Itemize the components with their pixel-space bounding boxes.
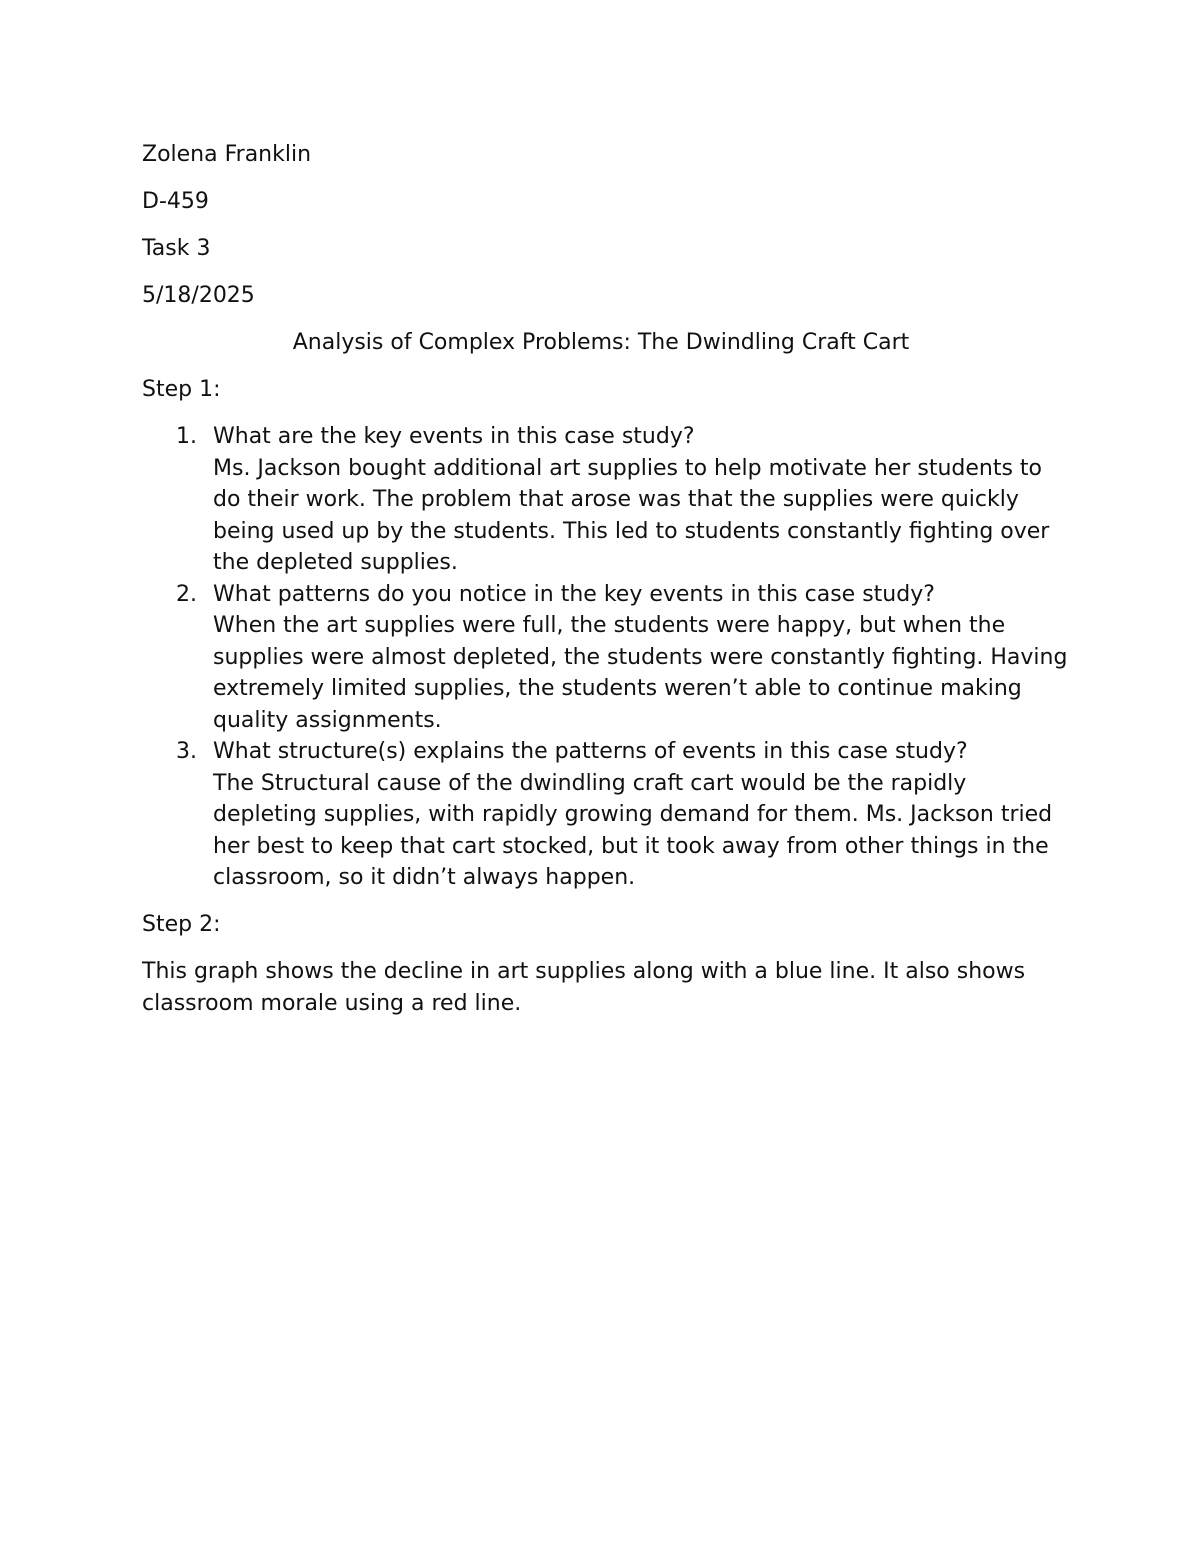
list-item <box>142 579 1072 737</box>
course-code: D-459 <box>142 189 209 214</box>
list-item <box>142 421 1072 579</box>
document-body <box>142 139 1072 1019</box>
question-text: What patterns do you notice in the key events in this case study? <box>213 581 935 607</box>
list-number: 1. <box>176 424 197 449</box>
question-text: What are the key events in this case study? <box>213 424 695 449</box>
question-text: What structure(s) explains the patterns of events in this case study? <box>213 739 968 764</box>
answer-text: Ms. Jackson bought additional art supplies to help motivate her students to do their work. The problem that arose was that the supplies were quickly being used up by the students. This led to students constantly fighting over the depleted supplies. <box>213 455 1050 575</box>
step2-heading: Step 2: <box>142 912 221 937</box>
list-number: 3. <box>176 739 197 764</box>
step2-paragraph: This graph shows the decline in art supplies along with a blue line. It also shows classroom morale using a red line. <box>142 959 1026 1016</box>
step1-question-list <box>142 421 1072 894</box>
answer-text: When the art supplies were full, the students were happy, but when the supplies were almost depleted, the students were constantly fighting. Having extremely limited supplies, the students weren’t able to continue making quality assignments. <box>213 613 1068 733</box>
task-label: Task 3 <box>142 236 211 261</box>
step1-heading: Step 1: <box>142 377 221 402</box>
answer-text: The Structural cause of the dwindling craft cart would be the rapidly depleting supplies, with rapidly growing demand for them. Ms. Jackson tried her best to keep that cart stocked, but it took away from other things in the classroom, so it didn’t always happen. <box>213 770 1053 890</box>
list-item <box>142 736 1072 894</box>
document-date: 5/18/2025 <box>142 283 255 308</box>
document-title: Analysis of Complex Problems: The Dwindling Craft Cart <box>292 330 910 355</box>
list-number: 2. <box>176 581 197 607</box>
author-name: Zolena Franklin <box>142 142 312 167</box>
